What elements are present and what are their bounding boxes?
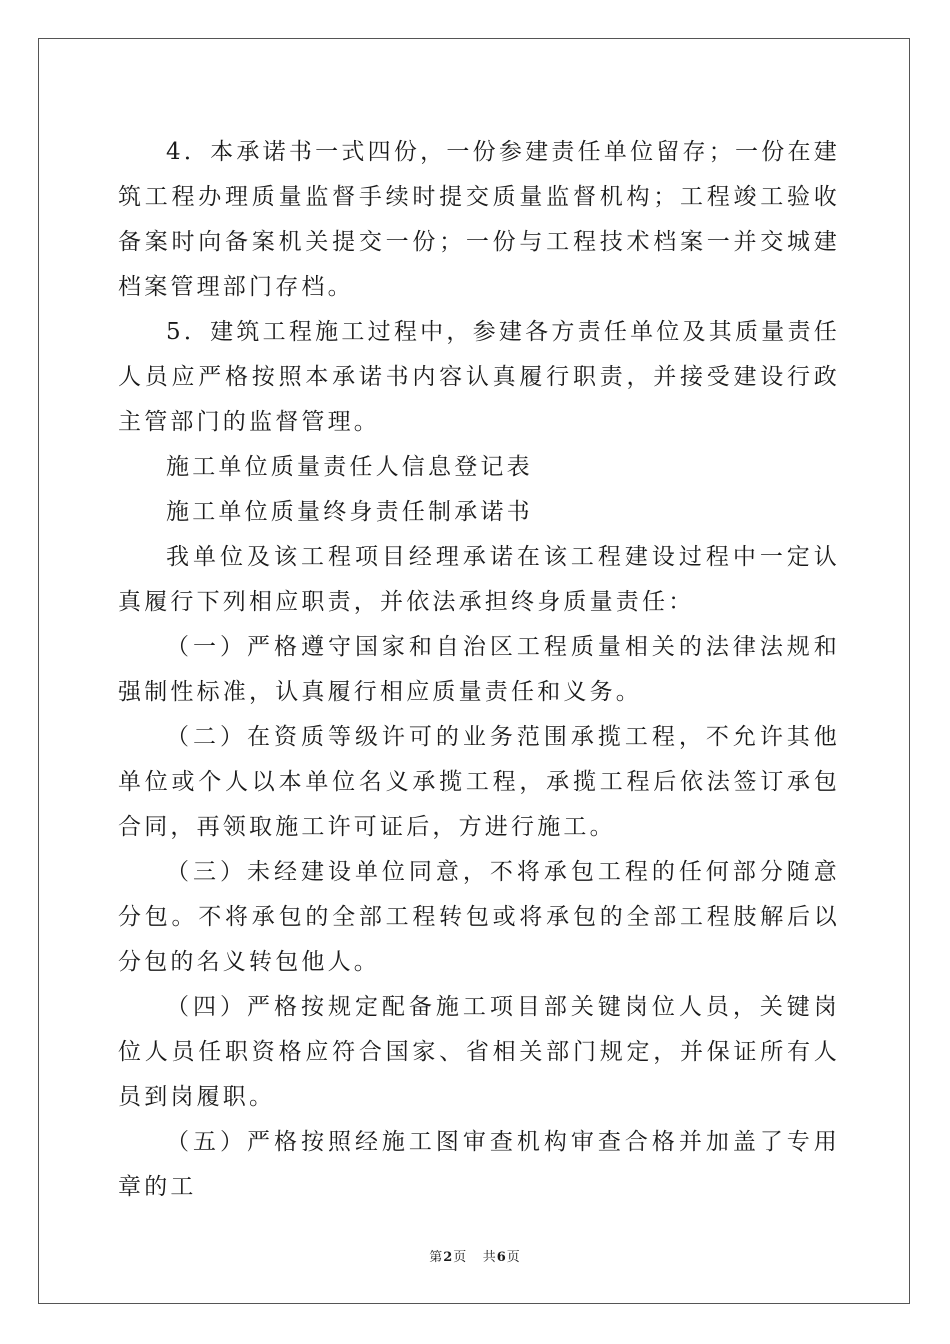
paragraph-item-1: （一）严格遵守国家和自治区工程质量相关的法律法规和强制性标准，认真履行相应质量责任和义务。 xyxy=(118,634,840,705)
page-number-footer xyxy=(0,1246,950,1265)
paragraph-copies-distribution: 4．本承诺书一式四份，一份参建责任单位留存；一份在建筑工程办理质量监督手续时提交质量监督机构；工程竣工验收备案时向备案机关提交一份；一份与工程技术档案一并交城建档案管理部门存档。 xyxy=(118,139,840,300)
heading-registration-form: 施工单位质量责任人信息登记表 xyxy=(166,454,533,480)
page-total: 6 xyxy=(496,1250,507,1265)
paragraph-construction-duties: 5．建筑工程施工过程中，参建各方责任单位及其质量责任人员应严格按照本承诺书内容认真履行职责，并接受建设行政主管部门的监督管理。 xyxy=(118,319,840,435)
paragraph-item-3: （三）未经建设单位同意，不将承包工程的任何部分随意分包。不将承包的全部工程转包或将承包的全部工程肢解后以分包的名义转包他人。 xyxy=(118,859,840,975)
heading-lifetime-responsibility: 施工单位质量终身责任制承诺书 xyxy=(166,499,533,525)
page-current: 2 xyxy=(443,1250,454,1265)
paragraph-item-4: （四）严格按规定配备施工项目部关键岗位人员，关键岗位人员任职资格应符合国家、省相关部门规定，并保证所有人员到岗履职。 xyxy=(118,994,840,1110)
total-suffix: 页 xyxy=(506,1250,521,1265)
page-suffix: 页 xyxy=(453,1250,468,1265)
paragraph-item-2: （二）在资质等级许可的业务范围承揽工程，不允许其他单位或个人以本单位名义承揽工程，承揽工程后依法签订承包合同，再领取施工许可证后，方进行施工。 xyxy=(118,724,840,840)
document-body xyxy=(118,130,840,1210)
paragraph-item-5: （五）严格按照经施工图审查机构审查合格并加盖了专用章的工 xyxy=(118,1129,840,1200)
total-prefix: 共 xyxy=(482,1250,497,1265)
page-prefix: 第 xyxy=(429,1250,444,1265)
paragraph-commitment-intro: 我单位及该工程项目经理承诺在该工程建设过程中一定认真履行下列相应职责，并依法承担终身质量责任： xyxy=(118,544,840,615)
